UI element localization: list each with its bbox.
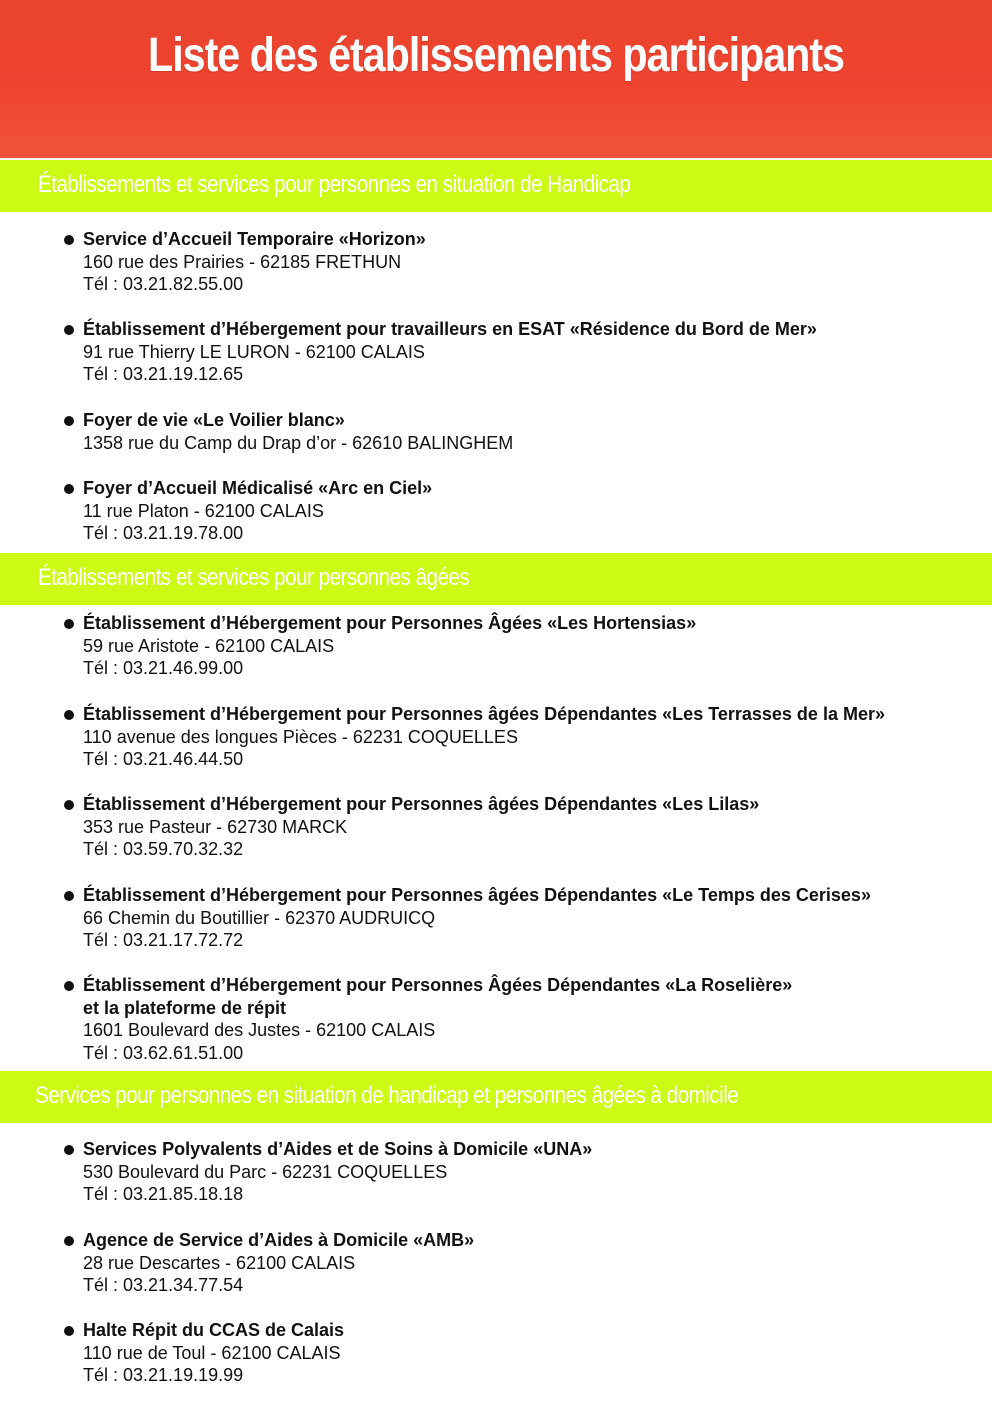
- establishment-phone: Tél : 03.21.19.12.65: [83, 364, 244, 385]
- establishment-name: Agence de Service d’Aides à Domicile «AMB»: [83, 1230, 475, 1250]
- bullet-icon: [64, 1145, 74, 1155]
- establishment-name: Établissement d’Hébergement pour Personnes Âgées Dépendantes «La Roselière»: [83, 975, 793, 995]
- section-header-personnes-agees: [0, 553, 992, 605]
- list-item: [83, 612, 983, 680]
- list-item: [83, 409, 983, 454]
- establishment-phone: Tél : 03.62.61.51.00: [83, 1043, 244, 1064]
- list-item: [83, 884, 983, 952]
- establishment-address: 160 rue des Prairies - 62185 FRETHUN: [83, 251, 402, 272]
- bullet-icon: [64, 235, 74, 245]
- establishment-phone: Tél : 03.21.85.18.18: [83, 1184, 244, 1205]
- establishment-address: 59 rue Aristote - 62100 CALAIS: [83, 635, 335, 656]
- page-title: Liste des établissements participants: [148, 29, 844, 82]
- section-header-domicile: [0, 1071, 992, 1123]
- establishment-phone: Tél : 03.21.19.19.99: [83, 1365, 244, 1386]
- list-item: [83, 703, 983, 771]
- bullet-icon: [64, 619, 74, 629]
- establishment-name-continuation: et la plateforme de répit: [83, 997, 287, 1018]
- bullet-icon: [64, 1326, 74, 1336]
- bullet-icon: [64, 1236, 74, 1246]
- bullet-icon: [64, 325, 74, 335]
- establishment-name: Service d’Accueil Temporaire «Horizon»: [83, 229, 426, 249]
- list-item: [83, 974, 983, 1065]
- section-title: Établissements et services pour personnes en situation de Handicap: [38, 171, 631, 198]
- list-item: [83, 1319, 983, 1387]
- bullet-icon: [64, 981, 74, 991]
- establishment-address: 28 rue Descartes - 62100 CALAIS: [83, 1252, 356, 1273]
- establishment-address: 91 rue Thierry LE LURON - 62100 CALAIS: [83, 341, 425, 362]
- establishment-phone: Tél : 03.59.70.32.32: [83, 839, 244, 860]
- list-item: [83, 1229, 983, 1297]
- establishment-name: Services Polyvalents d’Aides et de Soins à Domicile «UNA»: [83, 1139, 593, 1159]
- establishment-address: 530 Boulevard du Parc - 62231 COQUELLES: [83, 1161, 448, 1182]
- establishment-phone: Tél : 03.21.82.55.00: [83, 274, 244, 295]
- establishment-phone: Tél : 03.21.19.78.00: [83, 523, 244, 544]
- establishment-name: Établissement d’Hébergement pour Personnes âgées Dépendantes «Les Lilas»: [83, 794, 760, 814]
- establishment-name: Halte Répit du CCAS de Calais: [83, 1320, 345, 1340]
- establishment-phone: Tél : 03.21.46.44.50: [83, 749, 244, 770]
- header-banner: [0, 0, 992, 158]
- establishment-address: 110 rue de Toul - 62100 CALAIS: [83, 1342, 341, 1363]
- bullet-icon: [64, 891, 74, 901]
- establishment-name: Foyer de vie «Le Voilier blanc»: [83, 410, 345, 430]
- establishment-address: 353 rue Pasteur - 62730 MARCK: [83, 816, 348, 837]
- list-item: [83, 318, 983, 386]
- establishment-address: 1358 rue du Camp du Drap d’or - 62610 BALINGHEM: [83, 432, 514, 453]
- establishment-address: 11 rue Platon - 62100 CALAIS: [83, 500, 324, 521]
- section-title: Services pour personnes en situation de handicap et personnes âgées à domicile: [35, 1082, 739, 1109]
- establishment-name: Établissement d’Hébergement pour travailleurs en ESAT «Résidence du Bord de Mer»: [83, 319, 817, 339]
- establishment-name: Établissement d’Hébergement pour Personnes Âgées «Les Hortensias»: [83, 613, 697, 633]
- section-title: Établissements et services pour personnes âgées: [38, 564, 470, 591]
- bullet-icon: [64, 710, 74, 720]
- establishment-phone: Tél : 03.21.34.77.54: [83, 1275, 244, 1296]
- bullet-icon: [64, 416, 74, 426]
- bullet-icon: [64, 800, 74, 810]
- establishment-name: Établissement d’Hébergement pour Personnes âgées Dépendantes «Les Terrasses de la Mer»: [83, 704, 885, 724]
- bullet-icon: [64, 484, 74, 494]
- establishment-address: 66 Chemin du Boutillier - 62370 AUDRUICQ: [83, 907, 436, 928]
- list-item: [83, 793, 983, 861]
- establishment-phone: Tél : 03.21.17.72.72: [83, 930, 244, 951]
- establishment-address: 1601 Boulevard des Justes - 62100 CALAIS: [83, 1020, 436, 1041]
- list-item: [83, 228, 983, 296]
- establishment-phone: Tél : 03.21.46.99.00: [83, 658, 244, 679]
- list-item: [83, 1138, 983, 1206]
- list-item: [83, 477, 983, 545]
- establishment-address: 110 avenue des longues Pièces - 62231 COQUELLES: [83, 726, 518, 747]
- section-header-handicap: [0, 160, 992, 212]
- establishment-name: Foyer d’Accueil Médicalisé «Arc en Ciel»: [83, 478, 433, 498]
- establishment-name: Établissement d’Hébergement pour Personnes âgées Dépendantes «Le Temps des Cerises»: [83, 885, 871, 905]
